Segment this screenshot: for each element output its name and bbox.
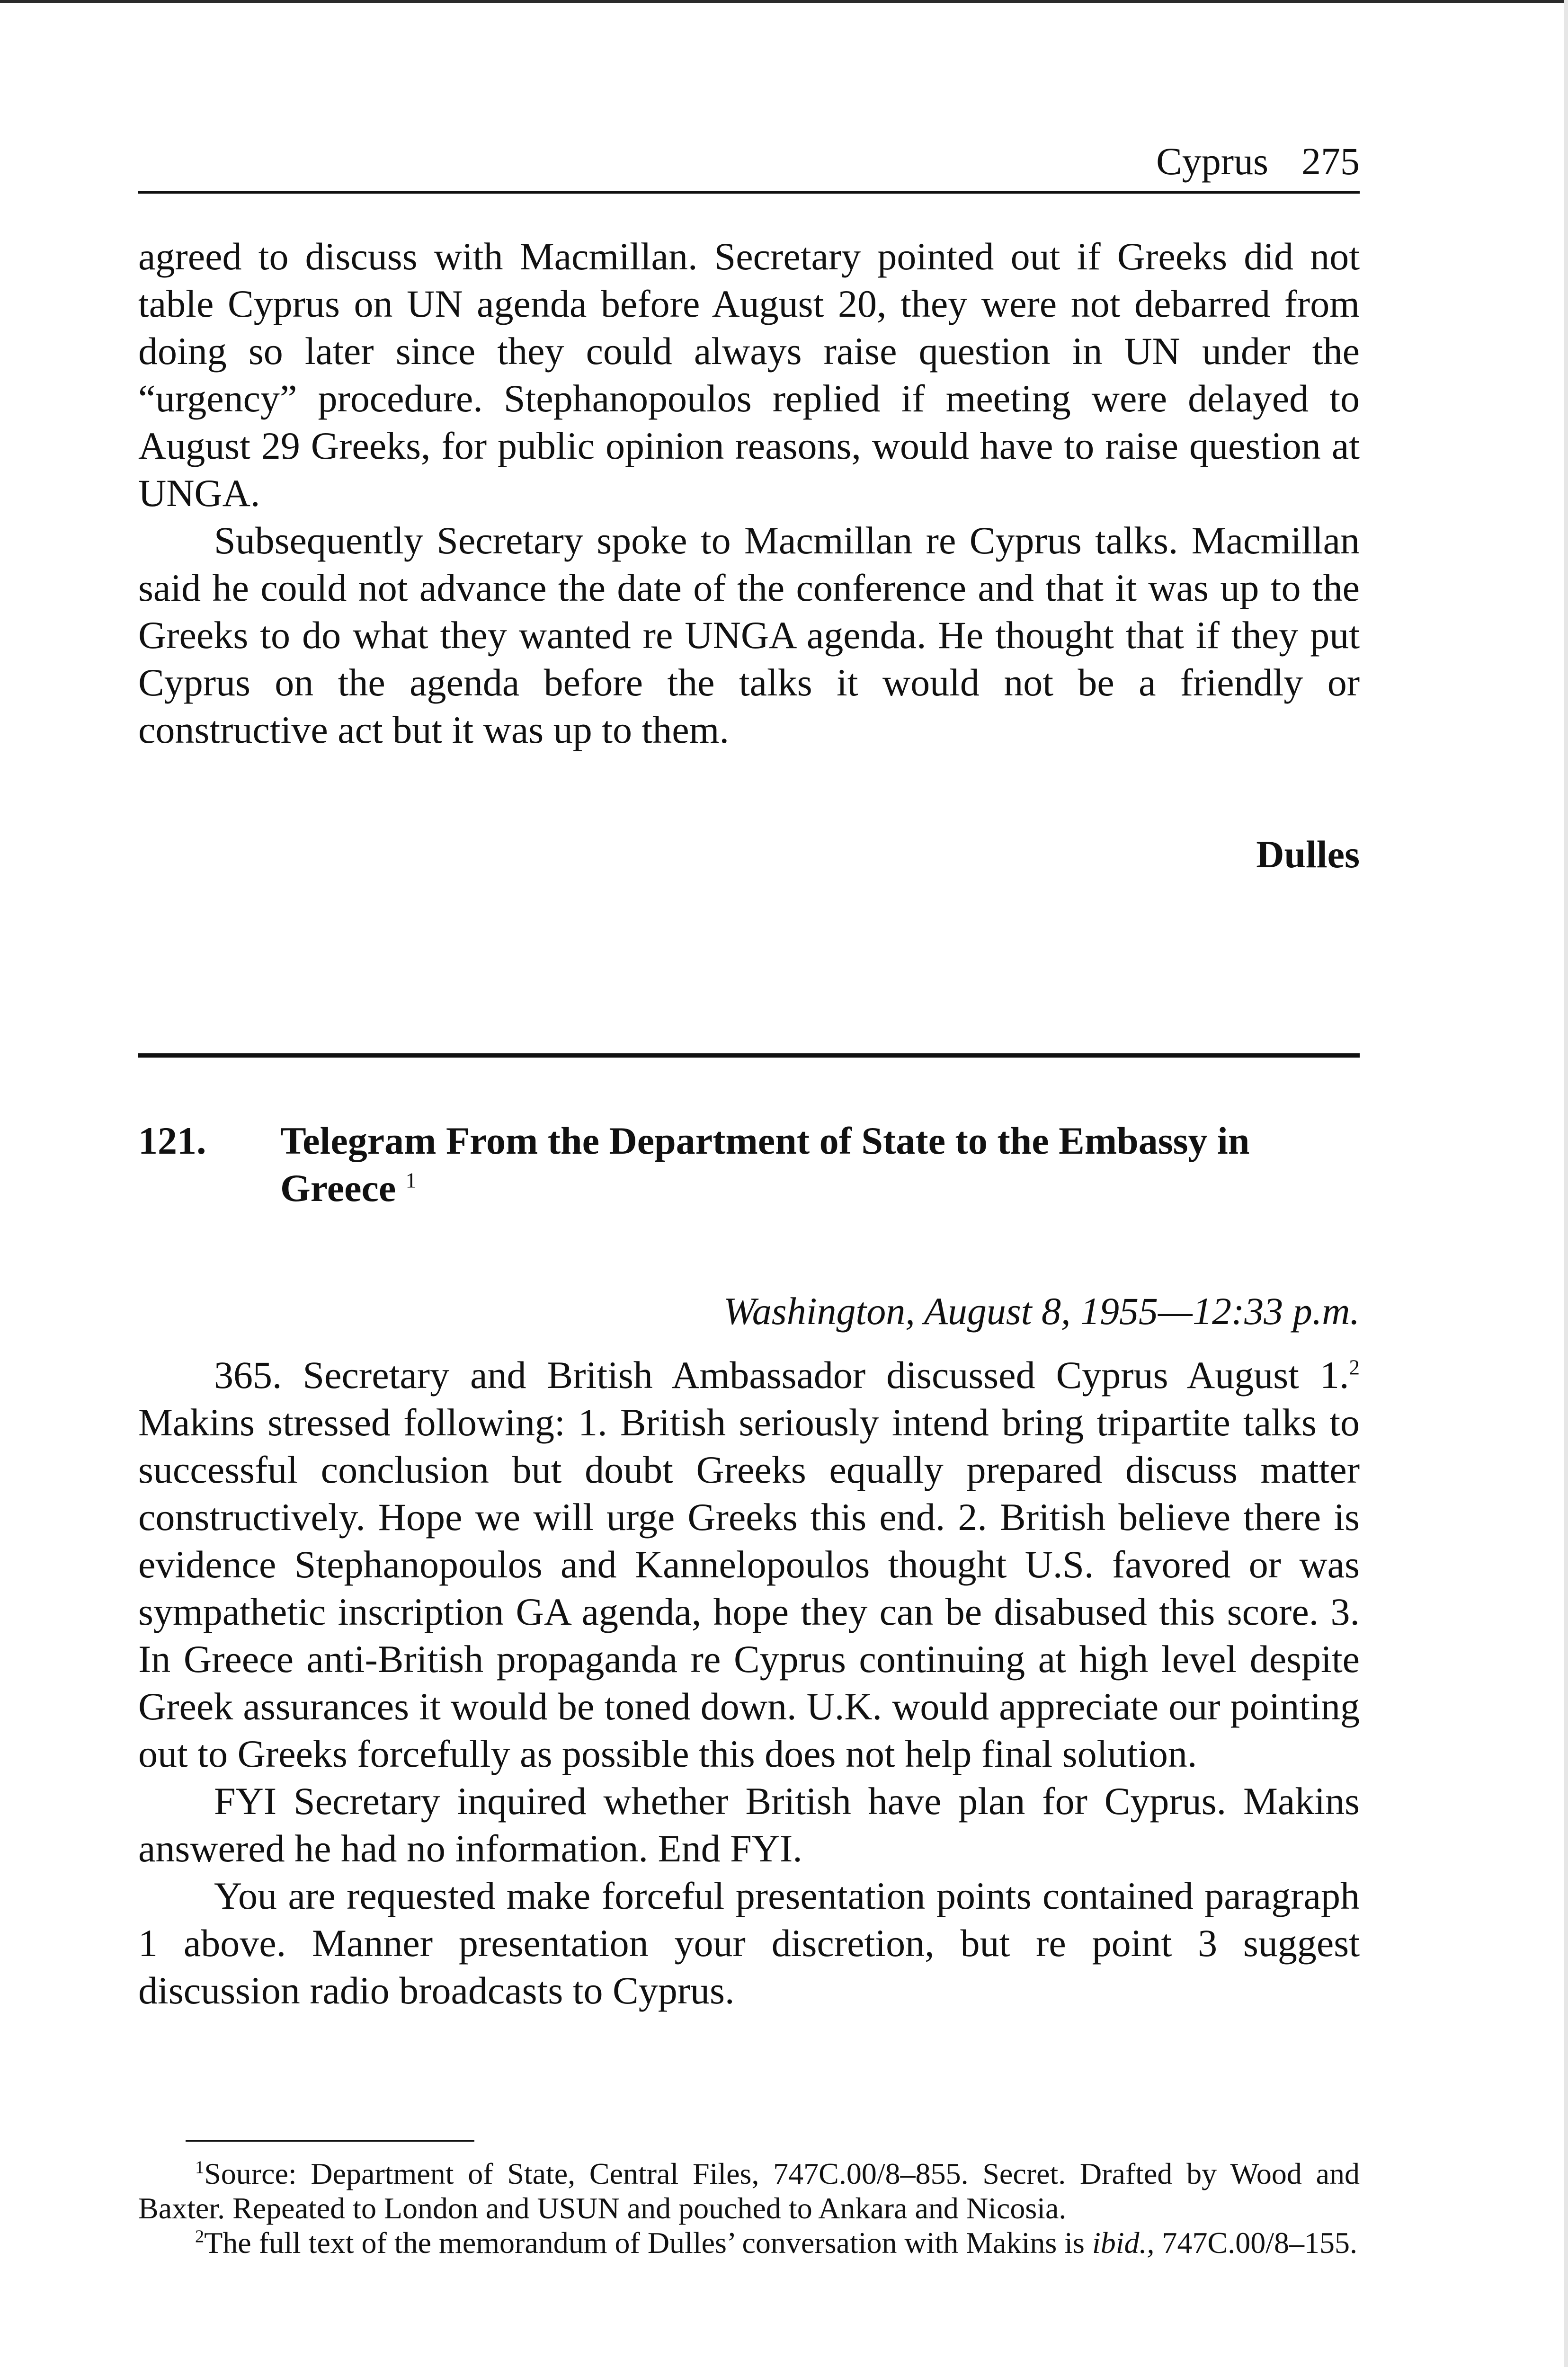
- footnote: [138, 2156, 1360, 2225]
- footnote-mark: 2: [195, 2226, 205, 2247]
- footnote-mark: 1: [195, 2157, 205, 2178]
- footnote-italic: ibid.,: [1092, 2226, 1155, 2260]
- footnote: [138, 2225, 1360, 2260]
- paragraph: FYI Secretary inquired whether British have plan for Cyprus. Makins answered he had no information. End FYI.: [138, 1780, 1360, 1870]
- signature: Dulles: [1256, 833, 1360, 876]
- paragraph-text: 365. Secretary and British Ambassador discussed Cyprus August 1.: [214, 1353, 1349, 1397]
- footnote-marker: 1: [405, 1168, 417, 1192]
- document-title-text: Telegram From the Department of State to the Embassy in Greece: [280, 1119, 1250, 1210]
- running-head: [1156, 142, 1360, 181]
- telegram-body: [138, 1352, 1360, 2014]
- footnote-text: 747C.00/8–155.: [1154, 2226, 1357, 2260]
- paragraph: Subsequently Secretary spoke to Macmillan re Cyprus talks. Macmillan said he could not advance the date of the conference and that it was up to the Greeks to do what they wanted re UNGA agenda. He thought that if they put Cyprus on the agenda before the talks it would not be a friendly or constructive act but it was up to them.: [138, 519, 1360, 751]
- footnote-text: Source: Department of State, Central Files, 747C.00/8–855. Secret. Drafted by Wood and Baxter. Repeated to London and USUN and pouched to Ankara and Nicosia.: [138, 2157, 1360, 2225]
- document-title: [280, 1117, 1360, 1212]
- document-number: 121.: [138, 1119, 206, 1162]
- paragraph: You are requested make forceful presentation points contained paragraph 1 above. Manner presentation your discretion, but re point 3 suggest discussion radio broadcasts to Cyprus.: [138, 1874, 1360, 2012]
- footnotes: [138, 2156, 1360, 2260]
- continued-telegram-text: [138, 233, 1360, 754]
- page-right-edge: [1564, 0, 1568, 2367]
- paragraph: agreed to discuss with Macmillan. Secretary pointed out if Greeks did not table Cyprus on UN agenda before August 20, they were not debarred from doing so later since they could always raise question in UN under the “urgency” procedure. Stephanopoulos replied if meeting were delayed to August 29 Greeks, for public opinion reasons, would have to raise question at UNGA.: [138, 235, 1360, 515]
- section-divider: [138, 1053, 1360, 1058]
- paragraph-text: Makins stressed following: 1. British seriously intend bring tripartite talks to successful conclusion but doubt Greeks equally prepared discuss matter constructively. Hope we will urge Greeks this end. 2. British believe there is evidence Stephanopoulos and Kannelopoulos thought U.S. favored or was sympathetic inscription GA agenda, hope they can be disabused this score. 3. In Greece anti-British propaganda re Cyprus continuing at high level despite Greek assurances it would be toned down. U.K. would appreciate our pointing out to Greeks forcefully as possible this does not help final solution.: [138, 1401, 1360, 1775]
- page-number: 275: [1301, 140, 1360, 183]
- footnote-text: The full text of the memorandum of Dulles’ conversation with Makins is: [204, 2226, 1092, 2260]
- footnote-rule: [186, 2140, 474, 2142]
- header-rule: [138, 191, 1360, 194]
- page-top-edge: [0, 0, 1568, 3]
- dateline: Washington, August 8, 1955—12:33 p.m.: [723, 1290, 1360, 1333]
- running-head-title: Cyprus: [1156, 140, 1268, 183]
- footnote-marker: 2: [1349, 1355, 1360, 1379]
- paragraph: [138, 1352, 1360, 1778]
